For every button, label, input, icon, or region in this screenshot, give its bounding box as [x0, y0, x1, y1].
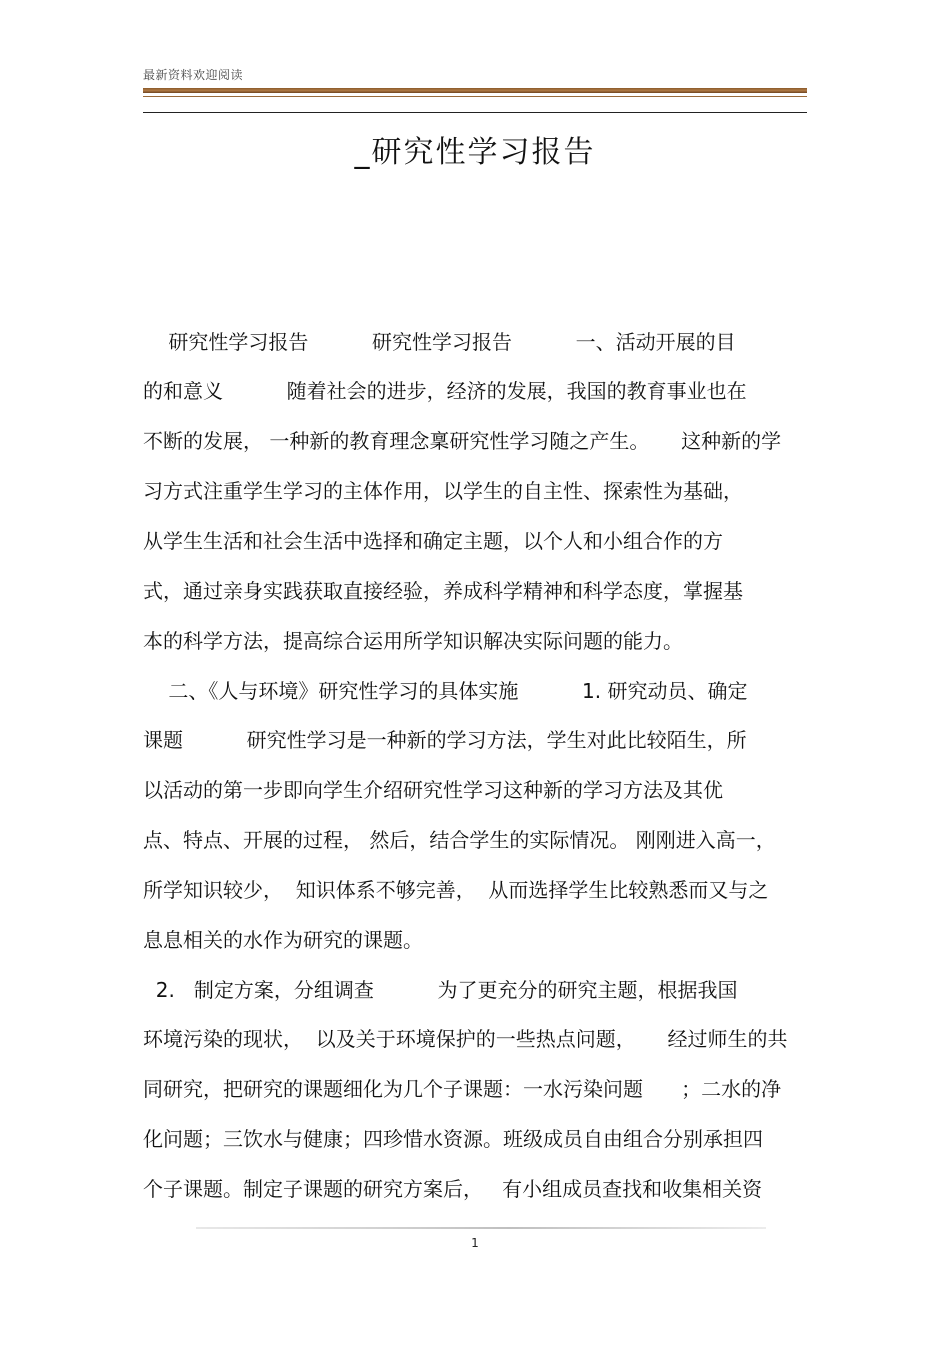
header-rule-thick	[143, 88, 807, 93]
body-line: 化问题；三饮水与健康；四珍惜水资源。班级成员自由组合分别承担四	[143, 1127, 763, 1151]
body-line: 的和意义 随着社会的进步，经济的发展，我国的教育事业也在	[143, 379, 747, 403]
document-title: _研究性学习报告	[354, 135, 596, 170]
body-line: 二、《人与环境》研究性学习的具体实施 1. 研究动员、确定	[143, 679, 748, 703]
body-line: 不断的发展， 一种新的教育理念稟研究性学习随之产生。 这种新的学	[143, 429, 782, 453]
body-line: 研究性学习报告 研究性学习报告 一、活动开展的目	[143, 330, 736, 354]
body-line: 同研究，把研究的课题细化为几个子课题：一水污染问题 ；二水的净	[143, 1077, 782, 1101]
body-line: 课题 研究性学习是一种新的学习方法，学生对此比较陌生，所	[143, 728, 747, 752]
header-text: 最新资料欢迎阅读	[143, 68, 244, 82]
header-rule-thin	[143, 96, 807, 97]
header-rule-line	[143, 112, 807, 113]
body-line: 习方式注重学生学习的主体作用，以学生的自主性、探索性为基础，	[143, 479, 743, 503]
body-line: 息息相关的水作为研究的课题。	[143, 928, 423, 952]
body-line: 环境污染的现状， 以及关于环境保护的一些热点问题， 经过师生的共	[143, 1027, 788, 1051]
body-line: 式，通过亲身实践获取直接经验，养成科学精神和科学态度，掌握基	[143, 579, 743, 603]
page-number: 1	[471, 1236, 479, 1250]
footer-rule	[196, 1227, 766, 1229]
body-line: 所学知识较少， 知识体系不够完善， 从而选择学生比较熟悉而又与之	[143, 878, 769, 902]
body-line: 个子课题。制定子课题的研究方案后， 有小组成员查找和收集相关资	[143, 1177, 763, 1201]
body-line: 点、特点、开展的过程， 然后，结合学生的实际情况。 刚刚进入高一，	[143, 828, 776, 852]
body-line: 从学生生活和社会生活中选择和确定主题，以个人和小组合作的方	[143, 529, 723, 553]
body-line: 本的科学方法，提高综合运用所学知识解决实际问题的能力。	[143, 629, 683, 653]
body-line: 2. 制定方案，分组调查 为了更充分的研究主题，根据我国	[143, 978, 738, 1002]
body-line: 以活动的第一步即向学生介绍研究性学习这种新的学习方法及其优	[143, 778, 723, 802]
